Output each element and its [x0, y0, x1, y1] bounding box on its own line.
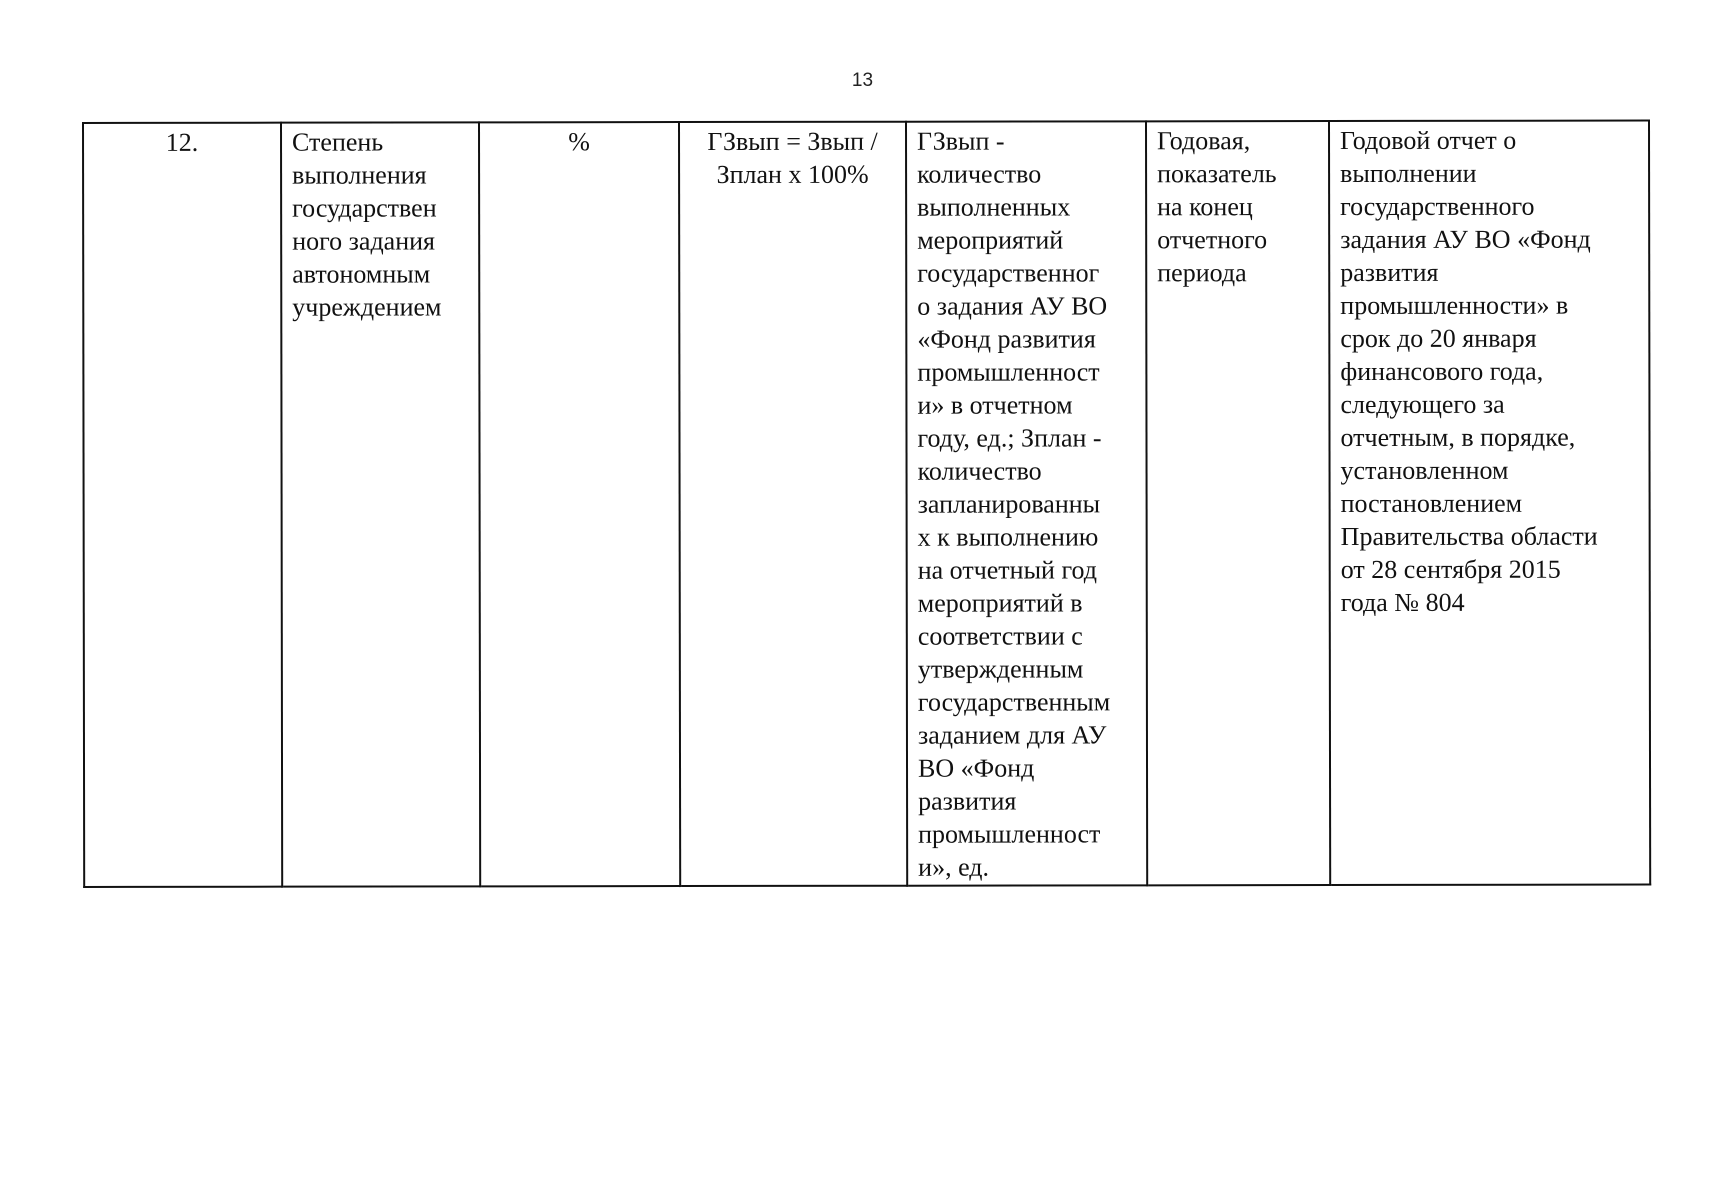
table-row [83, 121, 1650, 887]
row-number: 12. [165, 127, 199, 157]
page-number: 13 [851, 70, 874, 91]
periodicity-cell [1146, 121, 1330, 885]
formula-description: ГЗвып - количество выполненных мероприятий государственног о задания АУ ВО «Фонд развития промышленност и» в отчетном году, ед.; Зплан - количество запланированны х к выполнению на отчетный год мероприятий в соответствии с утвержденным государственным заданием для АУ ВО «Фонд развития промышленност и», ед. [917, 126, 1111, 882]
indicator-table [82, 120, 1651, 888]
indicator-name-cell [281, 122, 480, 886]
unit-of-measure: % [568, 127, 590, 157]
periodicity: Годовая, показатель на конец отчетного периода [1157, 126, 1277, 288]
data-source: Годовой отчет о выполнении государственного задания АУ ВО «Фонд развития промышленности» в срок до 20 января финансового года, следующего за отчетным, в порядке, установленном постановлением Правительства области от 28 сентября 2015 года № 804 [1340, 125, 1598, 618]
indicator-name: Степень выполнения государствен ного задания автономным учреждением [292, 127, 442, 322]
description-cell [906, 121, 1147, 885]
row-number-cell [83, 123, 282, 887]
unit-cell [479, 122, 680, 886]
data-source-cell [1329, 121, 1650, 886]
formula-cell [679, 122, 907, 886]
calculation-formula: ГЗвып = Звып / Зплан х 100% [707, 126, 878, 190]
